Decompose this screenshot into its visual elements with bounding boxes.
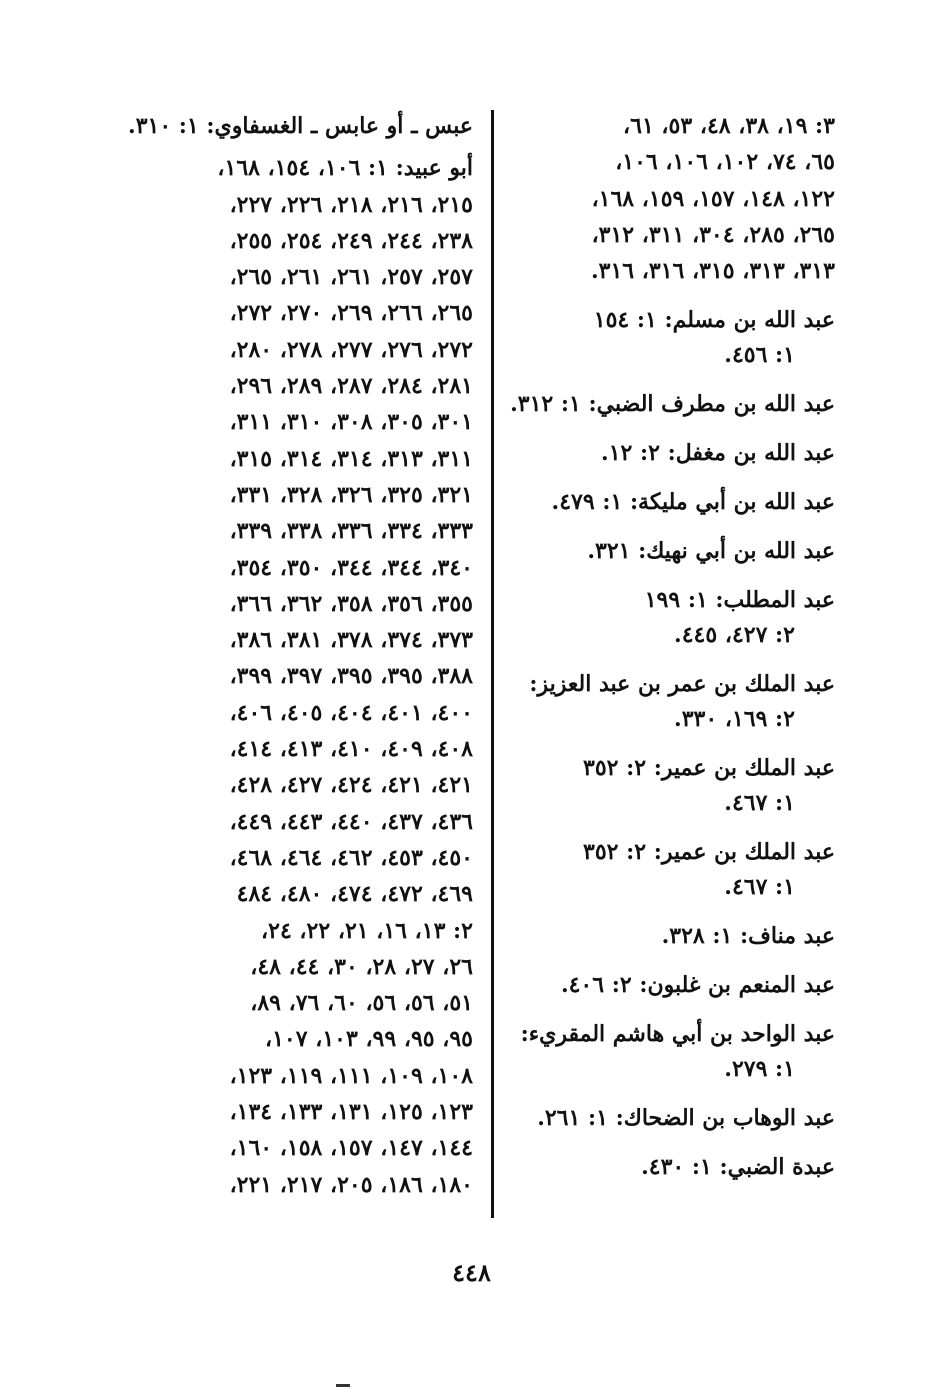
index-entry [505,919,835,954]
index-entry [505,387,835,422]
index-line: ٣٤٠، ٣٤٤، ٣٤٤، ٣٥٠، ٣٥٤، [229,554,473,581]
entry-heading: عبد الله بن أبي مليكة: ١: ٤٧٩. [551,489,835,516]
index-entry [505,968,835,1003]
index-entry [505,667,835,737]
entry-continuation: ٢: ٤٢٧، ٤٤٥. [674,622,795,649]
index-line: ٤٦٩، ٤٧٢، ٤٧٤، ٤٨٠، ٤٨٤ [236,881,473,908]
bottom-mark [336,1384,350,1387]
index-line: ٣٥٥، ٣٥٦، ٣٥٨، ٣٦٢، ٣٦٦، [229,590,473,617]
index-entry [505,436,835,471]
entry-heading: عبد الله بن مطرف الضبي: ١: ٣١٢. [510,391,835,418]
left-column [128,108,473,1203]
index-line: ٣٠١، ٣٠٥، ٣٠٨، ٣١٠، ٣١١، [229,409,473,436]
index-line: ٤٢١، ٤٢١، ٤٢٤، ٤٢٧، ٤٢٨، [229,772,473,799]
index-line: ٣١٣، ٣١٣، ٣١٥، ٣١٦، ٣١٦. [591,258,835,285]
index-entry [505,835,835,905]
index-entry [505,583,835,653]
index-entry [505,1017,835,1087]
entry-continuation: ٢: ١٦٩، ٣٣٠. [674,706,795,733]
index-line: ١٢٢، ١٤٨، ١٥٧، ١٥٩، ١٦٨، [591,185,835,212]
index-line: ٢٦، ٢٧، ٢٨، ٣٠، ٤٤، ٤٨، [250,953,473,980]
index-line: ١٨٠، ١٨٦، ٢٠٥، ٢١٧، ٢٢١، [229,1171,473,1198]
index-line: ٢٦٥، ٢٦٦، ٢٦٩، ٢٧٠، ٢٧٢، [229,300,473,327]
entry-heading: عبد الملك بن عمير: ٢: ٣٥٢ [583,755,835,782]
entry-continuation: ١: ٤٦٧. [724,874,795,901]
entry-continuation: ١: ٤٦٧. [724,790,795,817]
entry-heading: عبد الوهاب بن الضحاك: ١: ٢٦١. [537,1105,835,1132]
index-line: ٢١٥، ٢١٦، ٢١٨، ٢٢٦، ٢٢٧، [229,191,473,218]
index-line: ٢٨١، ٢٨٤، ٢٨٧، ٢٨٩، ٢٩٦، [229,373,473,400]
index-line: ٩٥، ٩٥، ٩٩، ١٠٣، ١٠٧، [265,1026,473,1053]
index-line: ٦٥، ٧٤، ١٠٢، ١٠٦، ١٠٦، [615,149,835,176]
right-column [505,108,835,1185]
index-line: ٤٠٨، ٤٠٩، ٤١٠، ٤١٣، ٤١٤، [229,736,473,763]
index-line: ١٢٣، ١٢٥، ١٣١، ١٣٣، ١٣٤، [229,1099,473,1126]
index-line: ٣٣٣، ٣٣٤، ٣٣٦، ٣٣٨، ٣٣٩، [229,518,473,545]
index-line: ١٠٨، ١٠٩، ١١١، ١١٩، ١٢٣، [229,1062,473,1089]
entry-heading: عبد الواحد بن أبي هاشم المقريء: [520,1021,835,1048]
index-line: ٤٥٠، ٤٥٣، ٤٦٢، ٤٦٤، ٤٦٨، [229,844,473,871]
index-line: ٣: ١٩، ٣٨، ٤٨، ٥٣، ٦١، [623,113,835,139]
column-divider [491,110,494,1218]
entry-heading: عبد الله بن أبي نهيك: ٣٢١. [587,538,835,565]
index-line: ٢٥٧، ٢٥٧، ٢٦١، ٢٦١، ٢٦٥، [229,264,473,291]
index-line: ٥١، ٥٦، ٥٦، ٦٠، ٧٦، ٨٩، [250,990,473,1017]
index-line: ٢٦٥، ٢٨٥، ٣٠٤، ٣١١، ٣١٢، [591,221,835,248]
right-continuation [505,108,835,289]
index-line: ٢: ١٣، ١٦، ٢١، ٢٢، ٢٤، [261,917,473,944]
entry-heading: عبد الله بن مغفل: ٢: ١٢. [601,440,835,467]
index-line: ٢٧٢، ٢٧٦، ٢٧٧، ٢٧٨، ٢٨٠، [229,336,473,363]
index-line: ٣١١، ٣١٣، ٣١٤، ٣١٤، ٣١٥، [229,445,473,472]
index-line: ٣٨٨، ٣٩٥، ٣٩٥، ٣٩٧، ٣٩٩، [229,663,473,690]
index-line: ١٤٤، ١٤٧، ١٥٧، ١٥٨، ١٦٠، [229,1135,473,1162]
entry-heading: عبدة الضبي: ١: ٤٣٠. [641,1154,835,1181]
page-number: ٤٤٨ [452,1258,491,1287]
entry-heading: عبد الملك بن عمير: ٢: ٣٥٢ [583,839,835,866]
entry-heading: عبد مناف: ١: ٣٢٨. [661,923,835,950]
entry-heading: عبد المنعم بن غلبون: ٢: ٤٠٦. [560,972,835,999]
index-entry [505,534,835,569]
entry-heading: عبد الله بن مسلم: ١: ١٥٤ [593,307,835,334]
index-line: ٢٣٨، ٢٤٤، ٢٤٩، ٢٥٤، ٢٥٥، [229,227,473,254]
entry-continuation: ١: ٤٥٦. [724,342,795,369]
entry-heading: عبد المطلب: ١: ١٩٩ [644,587,835,614]
index-line: ٣٧٣، ٣٧٤، ٣٧٨، ٣٨١، ٣٨٦، [229,627,473,654]
entry-heading: عبد الملك بن عمر بن عبد العزيز: [529,671,835,698]
index-line: ٤٠٠، ٤٠١، ٤٠٤، ٤٠٥، ٤٠٦، [229,699,473,726]
index-line: ٣٢١، ٣٢٥، ٣٢٦، ٣٢٨، ٣٣١، [229,481,473,508]
index-entry [505,1101,835,1136]
index-entry [505,751,835,821]
index-line: ٤٣٦، ٤٣٧، ٤٤٠، ٤٤٣، ٤٤٩، [229,808,473,835]
right-entries [505,303,835,1185]
index-entry [505,303,835,373]
index-entry [505,485,835,520]
entry-continuation: ١: ٢٧٩. [724,1056,795,1083]
entry-heading: أبو عبيد: ١: ١٠٦، ١٥٤، ١٦٨، [217,155,473,182]
index-entry [505,1150,835,1185]
entry-heading: عبس ـ أو عابس ـ الغسفاوي: ١: ٣١٠. [128,113,473,139]
